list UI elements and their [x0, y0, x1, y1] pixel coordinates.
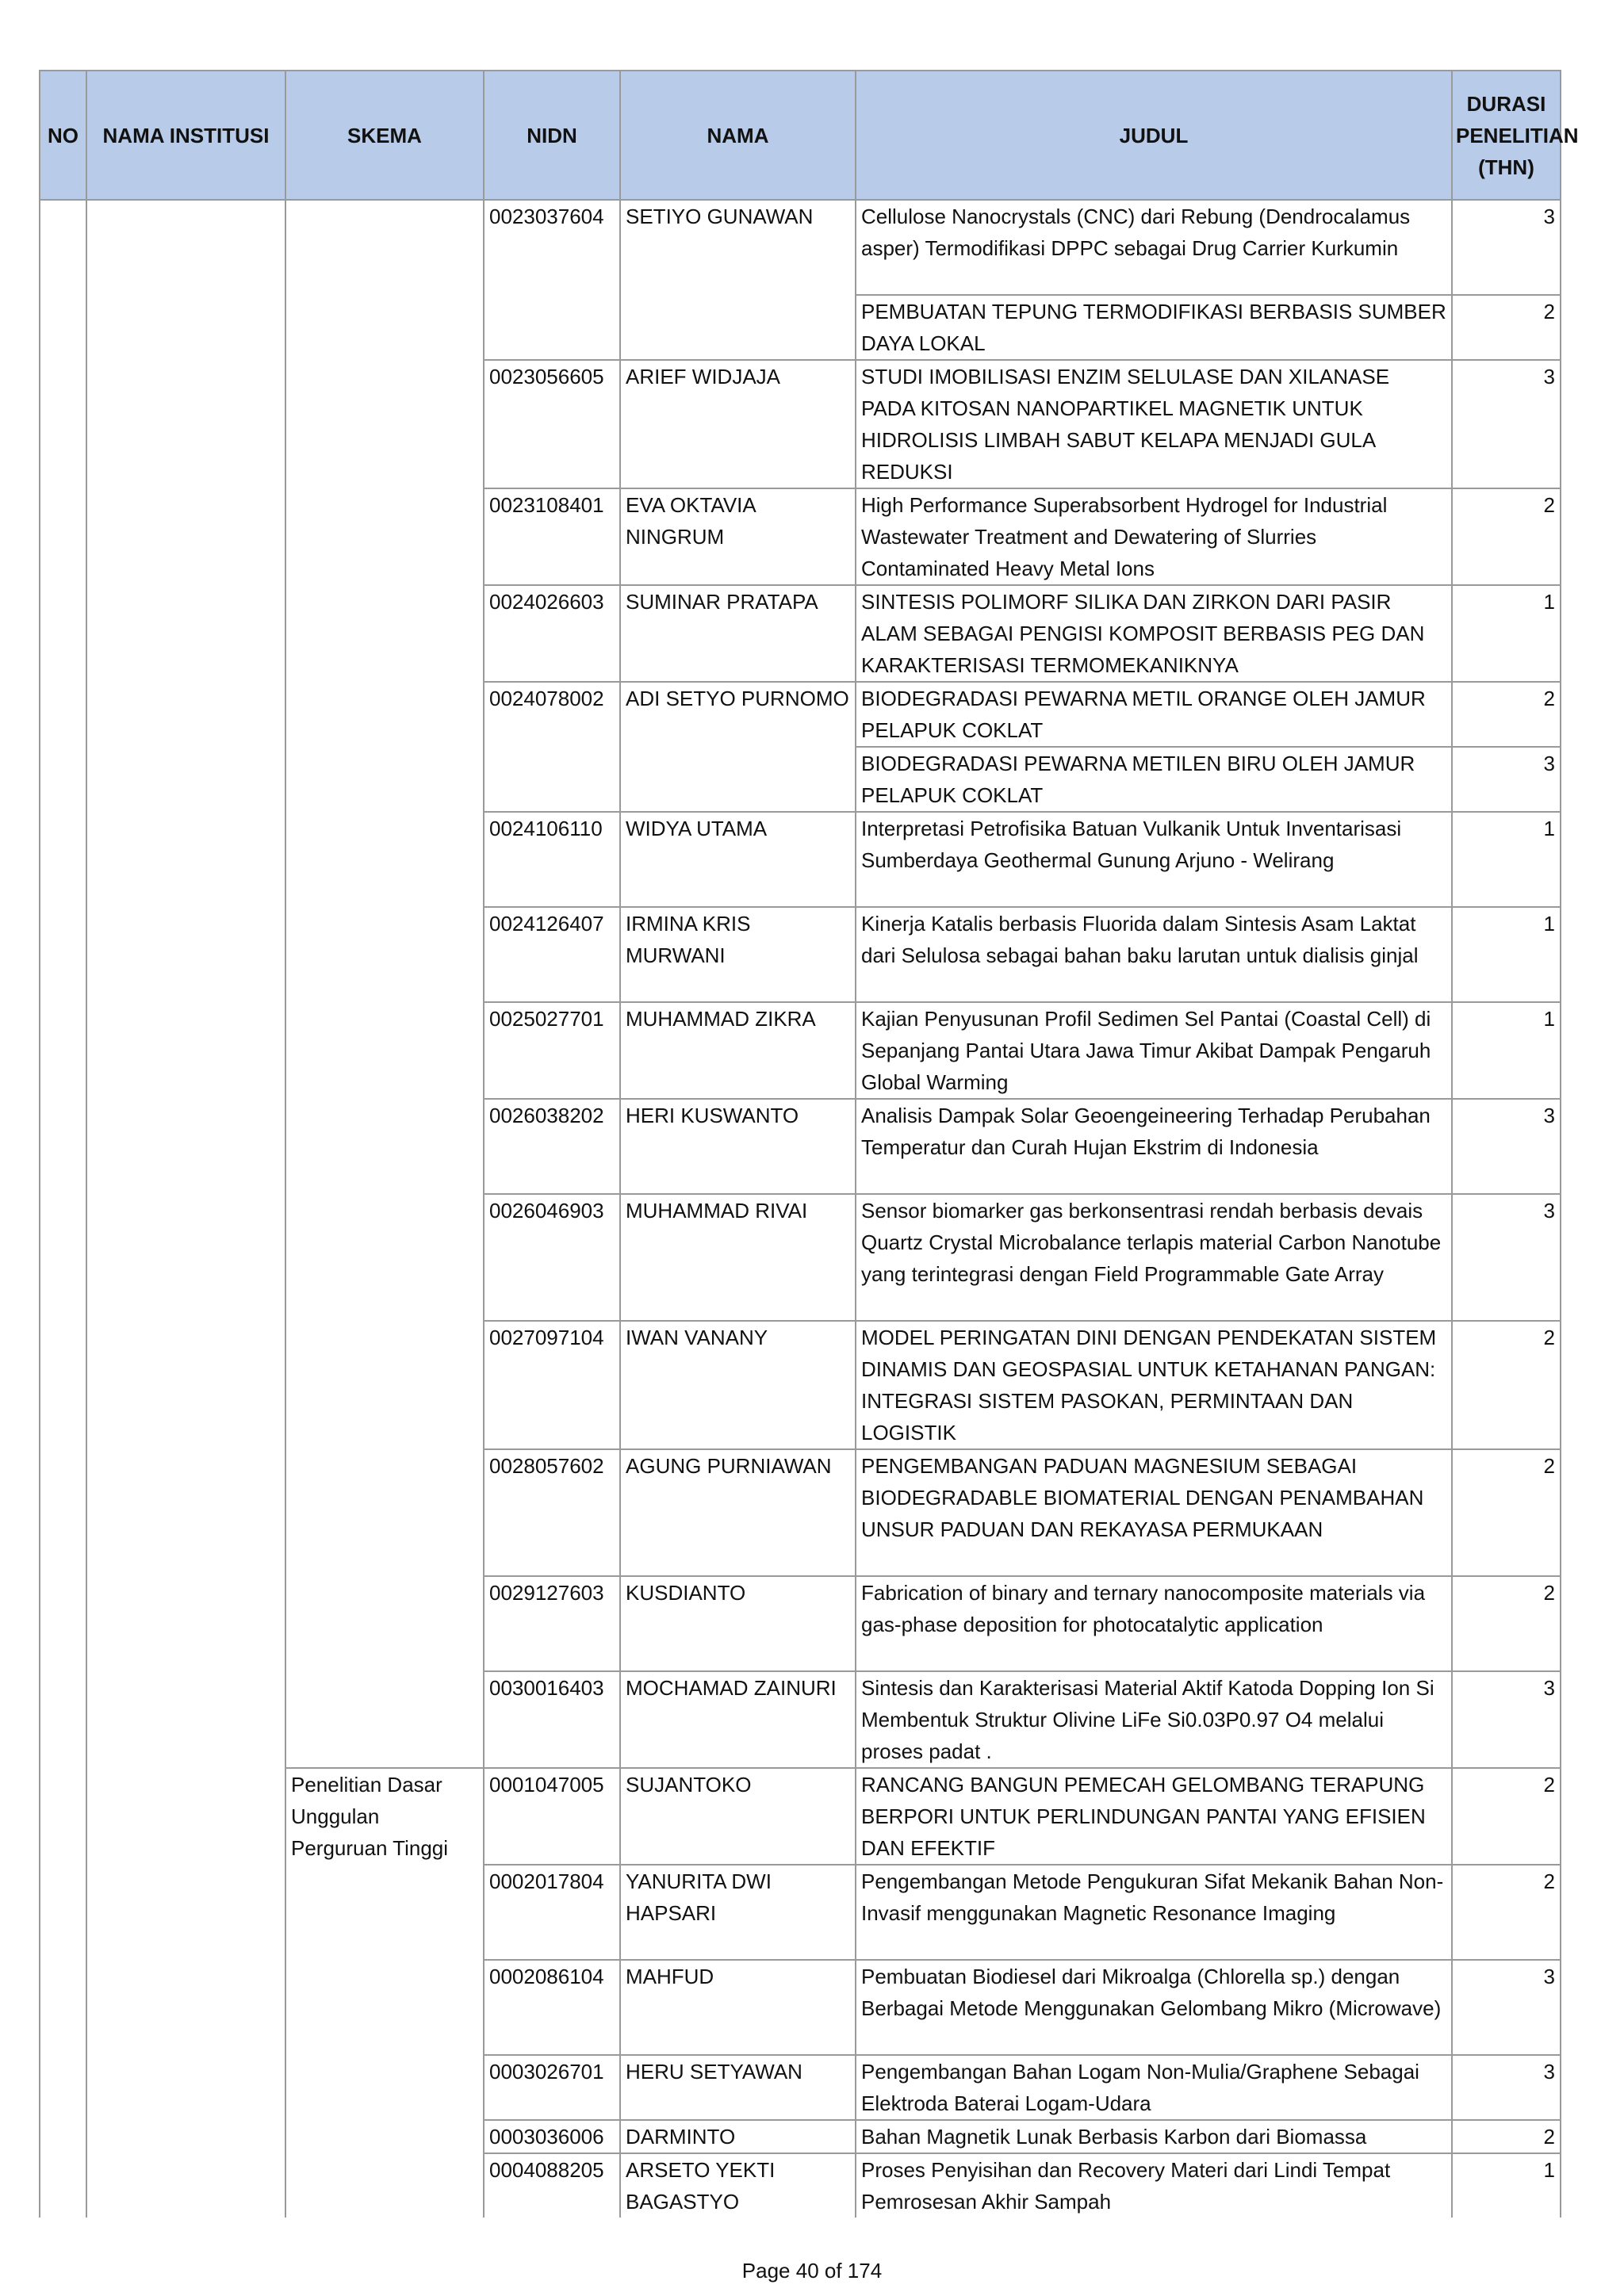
cell-nidn: 0026038202 — [484, 1099, 620, 1194]
cell-judul: SINTESIS POLIMORF SILIKA DAN ZIRKON DARI PASIR ALAM SEBAGAI PENGISI KOMPOSIT BERBASIS PEG DAN KARAKTERISASI TERMOMEKANIKNYA — [856, 585, 1452, 682]
cell-durasi: 1 — [1452, 2153, 1561, 2218]
cell-nama: SETIYO GUNAWAN — [620, 200, 856, 360]
cell-nidn: 0002017804 — [484, 1865, 620, 1960]
cell-durasi: 2 — [1452, 1449, 1561, 1576]
cell-skema: Penelitian Dasar Unggulan Perguruan Tinggi — [285, 1768, 484, 2218]
cell-nama: MUHAMMAD ZIKRA — [620, 1002, 856, 1099]
cell-nama: ARIEF WIDJAJA — [620, 360, 856, 488]
cell-durasi: 2 — [1452, 2120, 1561, 2153]
cell-nidn: 0003036006 — [484, 2120, 620, 2153]
cell-nidn: 0023056605 — [484, 360, 620, 488]
cell-judul: Proses Penyisihan dan Recovery Materi dari Lindi Tempat Pemrosesan Akhir Sampah — [856, 2153, 1452, 2218]
cell-judul: High Performance Superabsorbent Hydrogel for Industrial Wastewater Treatment and Dewatering of Slurries Contaminated Heavy Metal Ions — [856, 488, 1452, 585]
cell-nama: HERI KUSWANTO — [620, 1099, 856, 1194]
cell-nama: MUHAMMAD RIVAI — [620, 1194, 856, 1321]
cell-judul: Sintesis dan Karakterisasi Material Aktif Katoda Dopping Ion Si Membentuk Struktur Olivine LiFe Si0.03P0.97 O4 melalui proses padat . — [856, 1671, 1452, 1768]
cell-judul: Kajian Penyusunan Profil Sedimen Sel Pantai (Coastal Cell) di Sepanjang Pantai Utara Jawa Timur Akibat Dampak Pengaruh Global Warming — [856, 1002, 1452, 1099]
cell-nama: SUJANTOKO — [620, 1768, 856, 1865]
cell-nama: YANURITA DWI HAPSARI — [620, 1865, 856, 1960]
cell-durasi: 3 — [1452, 1099, 1561, 1194]
cell-skema — [285, 200, 484, 1768]
cell-nama: IRMINA KRIS MURWANI — [620, 907, 856, 1002]
cell-judul: Cellulose Nanocrystals (CNC) dari Rebung (Dendrocalamus asper) Termodifikasi DPPC sebagai Drug Carrier Kurkumin — [856, 200, 1452, 295]
cell-judul: Bahan Magnetik Lunak Berbasis Karbon dari Biomassa — [856, 2120, 1452, 2153]
data-table-container — [39, 70, 1579, 2218]
cell-judul: Sensor biomarker gas berkonsentrasi rendah berbasis devais Quartz Crystal Microbalance terlapis material Carbon Nanotube yang terintegrasi dengan Field Programmable Gate Array — [856, 1194, 1452, 1321]
cell-judul: MODEL PERINGATAN DINI DENGAN PENDEKATAN SISTEM DINAMIS DAN GEOSPASIAL UNTUK KETAHANAN PANGAN: INTEGRASI SISTEM PASOKAN, PERMINTAAN DAN LOGISTIK — [856, 1321, 1452, 1449]
cell-nama: HERU SETYAWAN — [620, 2055, 856, 2120]
table-row — [40, 200, 1561, 295]
header-nidn: NIDN — [484, 71, 620, 200]
cell-institusi — [86, 200, 285, 2218]
cell-nama: AGUNG PURNIAWAN — [620, 1449, 856, 1576]
cell-durasi: 2 — [1452, 1865, 1561, 1960]
cell-nama: EVA OKTAVIA NINGRUM — [620, 488, 856, 585]
cell-nama: DARMINTO — [620, 2120, 856, 2153]
cell-durasi: 2 — [1452, 1576, 1561, 1671]
cell-nidn: 0024106110 — [484, 812, 620, 907]
cell-nidn: 0030016403 — [484, 1671, 620, 1768]
cell-judul: RANCANG BANGUN PEMECAH GELOMBANG TERAPUNG BERPORI UNTUK PERLINDUNGAN PANTAI YANG EFISIEN DAN EFEKTIF — [856, 1768, 1452, 1865]
cell-nidn: 0025027701 — [484, 1002, 620, 1099]
cell-durasi: 2 — [1452, 1321, 1561, 1449]
research-table — [39, 70, 1579, 2218]
cell-judul: Pengembangan Bahan Logam Non-Mulia/Graphene Sebagai Elektroda Baterai Logam-Udara — [856, 2055, 1452, 2120]
cell-nidn: 0024078002 — [484, 682, 620, 812]
table-body — [40, 200, 1561, 2218]
cell-nama: SUMINAR PRATAPA — [620, 585, 856, 682]
cell-nidn: 0003026701 — [484, 2055, 620, 2120]
cell-nama: MOCHAMAD ZAINURI — [620, 1671, 856, 1768]
cell-nidn: 0023037604 — [484, 200, 620, 360]
header-institusi: NAMA INSTITUSI — [86, 71, 285, 200]
cell-durasi: 3 — [1452, 200, 1561, 295]
cell-nidn: 0002086104 — [484, 1960, 620, 2055]
cell-judul: Kinerja Katalis berbasis Fluorida dalam Sintesis Asam Laktat dari Selulosa sebagai bahan baku larutan untuk dialisis ginjal — [856, 907, 1452, 1002]
cell-durasi: 3 — [1452, 2055, 1561, 2120]
page-number: Page 40 of 174 — [741, 2259, 883, 2283]
header-judul: JUDUL — [856, 71, 1452, 200]
cell-judul: PEMBUATAN TEPUNG TERMODIFIKASI BERBASIS SUMBER DAYA LOKAL — [856, 295, 1452, 360]
cell-judul: BIODEGRADASI PEWARNA METILEN BIRU OLEH JAMUR PELAPUK COKLAT — [856, 747, 1452, 812]
cell-judul: Fabrication of binary and ternary nanocomposite materials via gas-phase deposition for photocatalytic application — [856, 1576, 1452, 1671]
cell-judul: Interpretasi Petrofisika Batuan Vulkanik Untuk Inventarisasi Sumberdaya Geothermal Gunung Arjuno - Welirang — [856, 812, 1452, 907]
cell-durasi: 2 — [1452, 295, 1561, 360]
cell-nidn: 0024026603 — [484, 585, 620, 682]
cell-durasi: 2 — [1452, 682, 1561, 747]
page-footer — [0, 2258, 1624, 2283]
cell-durasi: 1 — [1452, 585, 1561, 682]
cell-durasi: 2 — [1452, 488, 1561, 585]
cell-no — [40, 200, 86, 2218]
cell-durasi: 3 — [1452, 747, 1561, 812]
cell-nidn: 0001047005 — [484, 1768, 620, 1865]
cell-judul: BIODEGRADASI PEWARNA METIL ORANGE OLEH JAMUR PELAPUK COKLAT — [856, 682, 1452, 747]
cell-nidn: 0023108401 — [484, 488, 620, 585]
cell-judul: STUDI IMOBILISASI ENZIM SELULASE DAN XILANASE PADA KITOSAN NANOPARTIKEL MAGNETIK UNTUK HIDROLISIS LIMBAH SABUT KELAPA MENJADI GULA REDUKSI — [856, 360, 1452, 488]
cell-nidn: 0024126407 — [484, 907, 620, 1002]
cell-judul: Pembuatan Biodiesel dari Mikroalga (Chlorella sp.) dengan Berbagai Metode Menggunakan Gelombang Mikro (Microwave) — [856, 1960, 1452, 2055]
cell-nidn: 0029127603 — [484, 1576, 620, 1671]
cell-judul: Pengembangan Metode Pengukuran Sifat Mekanik Bahan Non-Invasif menggunakan Magnetic Resonance Imaging — [856, 1865, 1452, 1960]
cell-nama: ADI SETYO PURNOMO — [620, 682, 856, 812]
cell-nama: ARSETO YEKTI BAGASTYO — [620, 2153, 856, 2218]
cell-durasi: 3 — [1452, 1194, 1561, 1321]
header-durasi: DURASI PENELITIAN (THN) — [1452, 71, 1561, 200]
cell-nama: WIDYA UTAMA — [620, 812, 856, 907]
cell-durasi: 1 — [1452, 1002, 1561, 1099]
header-skema: SKEMA — [285, 71, 484, 200]
cell-nama: KUSDIANTO — [620, 1576, 856, 1671]
cell-nama: MAHFUD — [620, 1960, 856, 2055]
cell-judul: PENGEMBANGAN PADUAN MAGNESIUM SEBAGAI BIODEGRADABLE BIOMATERIAL DENGAN PENAMBAHAN UNSUR PADUAN DAN REKAYASA PERMUKAAN — [856, 1449, 1452, 1576]
cell-durasi: 2 — [1452, 1768, 1561, 1865]
cell-durasi: 1 — [1452, 812, 1561, 907]
cell-durasi: 3 — [1452, 1671, 1561, 1768]
cell-durasi: 3 — [1452, 1960, 1561, 2055]
cell-nidn: 0004088205 — [484, 2153, 620, 2218]
cell-nidn: 0028057602 — [484, 1449, 620, 1576]
header-no: NO — [40, 71, 86, 200]
cell-nidn: 0026046903 — [484, 1194, 620, 1321]
cell-durasi: 3 — [1452, 360, 1561, 488]
header-nama: NAMA — [620, 71, 856, 200]
cell-nidn: 0027097104 — [484, 1321, 620, 1449]
table-header — [40, 71, 1579, 200]
cell-judul: Analisis Dampak Solar Geoengeineering Terhadap Perubahan Temperatur dan Curah Hujan Ekstrim di Indonesia — [856, 1099, 1452, 1194]
cell-durasi: 1 — [1452, 907, 1561, 1002]
cell-nama: IWAN VANANY — [620, 1321, 856, 1449]
